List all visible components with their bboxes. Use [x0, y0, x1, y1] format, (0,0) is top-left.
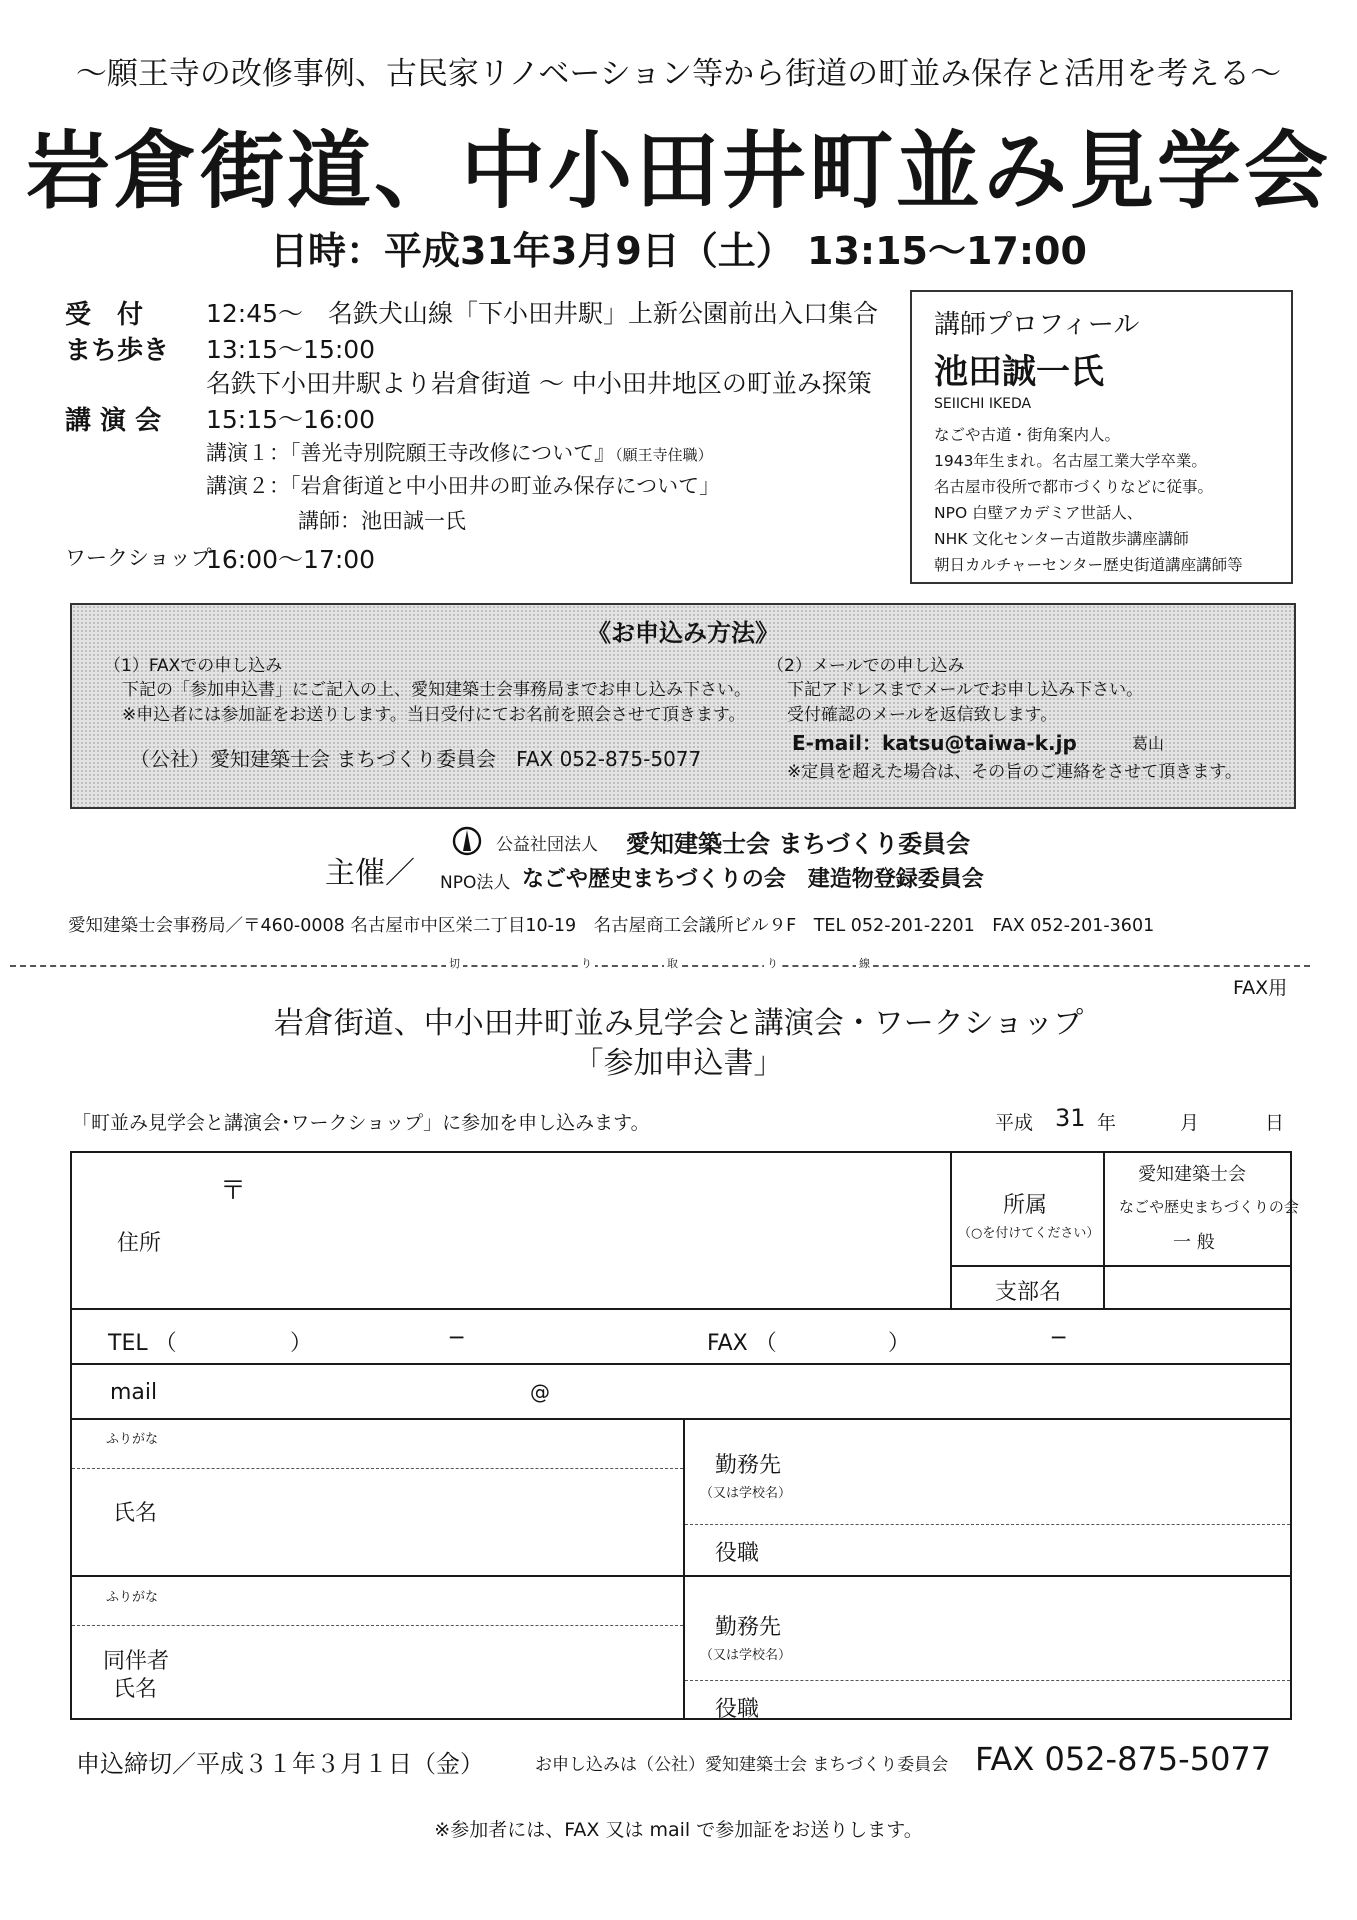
address-label: 住所 — [117, 1231, 162, 1256]
profile-heading: 講師プロフィール — [934, 310, 1140, 340]
organizer-1-type: 公益社団法人 — [496, 835, 598, 855]
profile-line: NHK 文化センター古道散歩講座講師 — [934, 530, 1189, 548]
fax-dash: ─ — [1052, 1326, 1066, 1351]
cut-line-char: 線 — [856, 955, 873, 971]
affiliation-note: （○を付けてください） — [958, 1226, 1100, 1241]
contact-person: 葛山 — [1132, 734, 1165, 753]
walk-label: まち歩き — [65, 336, 170, 366]
profile-line: 名古屋市役所で都市づくりなどに従事。 — [934, 478, 1214, 496]
form-border — [70, 1151, 1292, 1153]
furigana-divider — [72, 1468, 683, 1469]
affiliation-option-nagoya-history[interactable]: なごや歴史まちづくりの会 — [1119, 1198, 1299, 1216]
footer-note: ※参加者には、FAX 又は mail で参加証をお送りします。 — [434, 1819, 923, 1841]
postal-code-mark: 〒 — [220, 1176, 247, 1206]
cut-line-char: り — [764, 955, 781, 971]
profile-bio — [934, 422, 1243, 578]
office-address: 愛知建築士会事務局／〒460-0008 名古屋市中区栄二丁目10-19 名古屋商工会議所ビル９F TEL 052-201-2201 FAX 052-201-3601 — [68, 916, 1155, 936]
companion-furigana-input[interactable] — [180, 1582, 675, 1622]
application-method-box — [70, 603, 1296, 809]
companion-workplace-label: 勤務先 — [715, 1615, 782, 1640]
mail-method-note: ※定員を超えた場合は、その旨のご連絡をさせて頂きます。 — [787, 762, 1242, 782]
workshop-time: 16:00〜17:00 — [206, 545, 376, 574]
lecture-time: 15:15〜16:00 — [206, 405, 376, 434]
workplace-divider — [685, 1680, 1290, 1681]
workplace-note: （又は学校名） — [700, 1486, 792, 1501]
fax-tag: FAX用 — [1233, 977, 1288, 999]
cut-line-char: り — [578, 955, 595, 971]
cut-line-char: 切 — [446, 955, 463, 971]
lecture-1-title: 講演１：「善光寺別院願王寺改修について』 — [206, 441, 616, 465]
footer-contact-text: お申し込みは（公社）愛知建築士会 まちづくり委員会 — [535, 1755, 949, 1775]
form-divider — [70, 1575, 1292, 1577]
tel-input[interactable] — [175, 1316, 695, 1360]
tel-label: TEL （ — [108, 1331, 177, 1356]
form-border — [70, 1151, 72, 1720]
profile-line: なごや古道・街角案内人。 — [934, 426, 1121, 444]
cut-line — [10, 965, 1310, 967]
workplace-divider — [685, 1524, 1290, 1525]
date-month: 月 — [1180, 1112, 1200, 1134]
mail-method-line2: 受付確認のメールを返信致します。 — [787, 705, 1058, 725]
companion-position-input[interactable] — [800, 1686, 1285, 1716]
position-label: 役職 — [715, 1541, 760, 1566]
organizer-2-type: NPO法人 — [440, 873, 511, 893]
fax-method-line2: ※申込者には参加証をお送りします。当日受付にてお名前を照会させて頂きます。 — [122, 705, 746, 725]
profile-line: NPO 白壁アカデミア世話人、 — [934, 504, 1143, 522]
tel-close-paren: ） — [290, 1331, 313, 1356]
footer-fax-number: FAX 052-875-5077 — [975, 1740, 1272, 1778]
organizer-1-name: 愛知建築士会 まちづくり委員会 — [626, 830, 971, 858]
branch-label: 支部名 — [995, 1280, 1062, 1305]
walk-description: 名鉄下小田井駅より岩倉街道 〜 中小田井地区の町並み探策 — [206, 369, 872, 398]
profile-name: 池田誠一氏 — [934, 352, 1104, 392]
form-divider — [1103, 1151, 1105, 1309]
fax-contact: （公社）愛知建築士会 まちづくり委員会 FAX 052-875-5077 — [130, 747, 702, 771]
subtitle: 〜願王寺の改修事例、古民家リノベーション等から街道の町並み保存と活用を考える〜 — [75, 56, 1282, 92]
lecture-label: 講 演 会 — [65, 406, 162, 436]
branch-input[interactable] — [1106, 1268, 1288, 1306]
affiliation-option-general[interactable]: 一 般 — [1173, 1232, 1215, 1253]
form-border — [70, 1718, 1292, 1720]
walk-time: 13:15〜15:00 — [206, 335, 376, 364]
companion-position-label: 役職 — [715, 1697, 760, 1722]
furigana-divider — [72, 1625, 683, 1626]
organizer-2-name: なごや歴史まちづくりの会 建造物登録委員会 — [522, 867, 984, 892]
page-title: 岩倉街道、中小田井町並み見学会 — [25, 121, 1331, 220]
form-divider — [70, 1308, 1292, 1310]
affiliation-option-architects[interactable]: 愛知建築士会 — [1138, 1164, 1246, 1185]
companion-workplace-input[interactable] — [800, 1586, 1285, 1676]
companion-workplace-note: （又は学校名） — [700, 1648, 792, 1663]
name-input[interactable] — [180, 1476, 675, 1568]
event-datetime: 日時：平成31年3月9日（土） 13:15〜17:00 — [270, 229, 1087, 273]
profile-line: 1943年生まれ。名古屋工業大学卒業。 — [934, 452, 1207, 470]
apply-heading: 《お申込み方法》 — [587, 619, 779, 647]
mail-label: mail — [110, 1380, 158, 1405]
address-input[interactable] — [235, 1170, 935, 1295]
reception-value: 12:45〜 名鉄犬山線「下小田井駅」上新公園前出入口集合 — [206, 299, 879, 328]
fax-label: FAX （ — [707, 1331, 777, 1356]
reception-label: 受 付 — [65, 300, 144, 330]
date-day: 日 — [1265, 1112, 1285, 1134]
lecture-1-note: （願王寺住職） — [615, 446, 713, 464]
form-divider — [950, 1265, 1291, 1267]
companion-name-input[interactable] — [180, 1632, 675, 1714]
contact-email[interactable]: E-mail：katsu@taiwa-k.jp — [792, 731, 1077, 755]
workplace-input[interactable] — [800, 1430, 1285, 1520]
form-border — [1290, 1151, 1292, 1720]
name-label: 氏名 — [113, 1501, 158, 1526]
tel-dash: ─ — [450, 1326, 464, 1351]
name-furigana-input[interactable] — [180, 1424, 675, 1464]
companion-furigana-label: ふりがな — [106, 1590, 159, 1605]
form-title: 岩倉街道、中小田井町並み見学会と講演会・ワークショップ — [273, 1006, 1084, 1041]
position-input[interactable] — [800, 1530, 1285, 1570]
profile-line: 朝日カルチャーセンター歴史街道講座講師等 — [934, 556, 1243, 574]
lecture-2: 講演２：「岩倉街道と中小田井の町並み保存について」 — [206, 474, 721, 498]
architect-association-logo-icon — [452, 824, 482, 858]
fax-close-paren: ） — [888, 1331, 911, 1356]
workplace-label: 勤務先 — [715, 1453, 782, 1478]
fax-input[interactable] — [775, 1316, 1275, 1360]
mail-method-line1: 下記アドレスまでメールでお申し込み下さい。 — [787, 680, 1144, 700]
form-divider — [70, 1363, 1292, 1365]
mail-method-title: （2）メールでの申し込み — [767, 656, 965, 676]
fax-method-line1: 下記の「参加申込書」にご記入の上、愛知建築士会事務局までお申し込み下さい。 — [122, 680, 751, 700]
form-divider — [70, 1418, 1292, 1420]
form-divider — [950, 1151, 952, 1309]
mail-at-sign: @ — [530, 1380, 550, 1404]
form-subtitle: 「参加申込書」 — [573, 1046, 784, 1081]
organizer-label: 主催／ — [325, 856, 415, 891]
companion-label: 同伴者 — [103, 1649, 170, 1674]
name-furigana-label: ふりがな — [106, 1432, 159, 1447]
fax-method-title: （1）FAXでの申し込み — [104, 656, 283, 676]
lecturer-profile — [910, 290, 1293, 584]
form-statement: 「町並み見学会と講演会･ワークショップ」に参加を申し込みます。 — [72, 1112, 650, 1134]
companion-name-label: 氏名 — [113, 1677, 158, 1702]
profile-roman-name: SEIICHI IKEDA — [934, 396, 1032, 412]
cut-line-char: 取 — [664, 955, 681, 971]
date-year-unit: 年 — [1097, 1112, 1117, 1134]
mail-input[interactable] — [170, 1370, 1270, 1414]
lecture-1 — [206, 437, 713, 467]
date-year: 31 — [1055, 1104, 1086, 1132]
application-deadline: 申込締切／平成３１年３月１日（金） — [76, 1750, 484, 1778]
affiliation-label: 所属 — [1003, 1193, 1048, 1218]
lecturer: 講師：池田誠一氏 — [298, 509, 466, 533]
date-era: 平成 — [995, 1112, 1034, 1134]
form-divider — [683, 1418, 685, 1718]
workshop-label: ワークショップ — [65, 546, 212, 570]
